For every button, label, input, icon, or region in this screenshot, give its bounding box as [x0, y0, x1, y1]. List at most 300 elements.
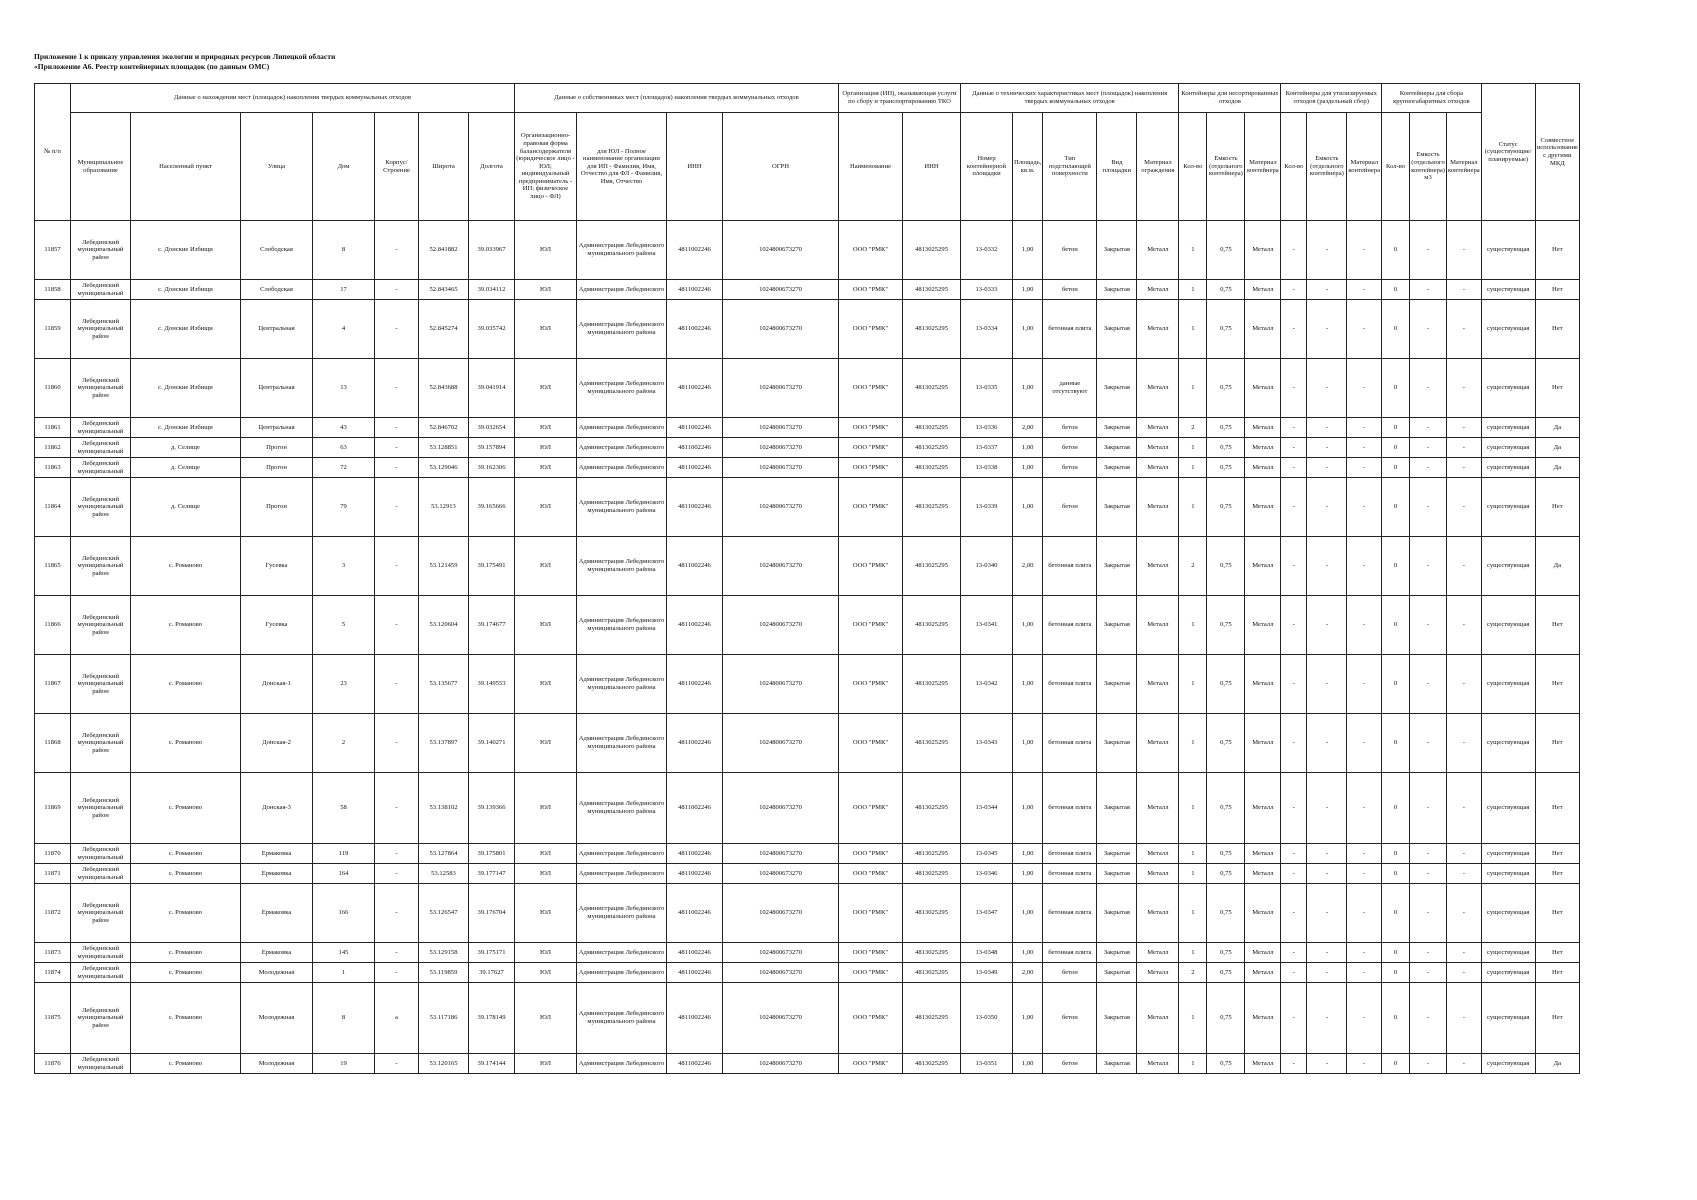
cell-q1: 1 — [1179, 596, 1207, 655]
cell-n: 11867 — [35, 655, 71, 714]
cell-c3: - — [1410, 963, 1447, 983]
table-row — [35, 773, 1580, 844]
cell-c1: 0,75 — [1207, 1054, 1245, 1074]
cell-c3: - — [1410, 478, 1447, 537]
cell-house: 8 — [313, 983, 375, 1054]
cell-c3: - — [1410, 221, 1447, 280]
cell-opinn: 4813025295 — [903, 1054, 961, 1074]
cell-lat: 52.843688 — [419, 359, 469, 418]
cell-q1: 1 — [1179, 773, 1207, 844]
cell-type: Закрытая — [1097, 655, 1137, 714]
cell-mo: Лебединский муниципальный район — [71, 537, 131, 596]
cell-q3: 0 — [1382, 844, 1410, 864]
cell-c2: - — [1307, 655, 1347, 714]
cell-ogrn: 1024800673270 — [723, 458, 839, 478]
cell-q3: 0 — [1382, 943, 1410, 963]
cell-ogrn: 1024800673270 — [723, 773, 839, 844]
cell-street: Ермаковка — [241, 844, 313, 864]
col-mat-3: Материал контейнера — [1446, 113, 1481, 221]
cell-q2: - — [1281, 458, 1307, 478]
cell-name: Администрация Лебединского муниципального района — [577, 596, 667, 655]
cell-status: существующая — [1481, 1054, 1535, 1074]
cell-q3: 0 — [1382, 478, 1410, 537]
cell-site: 13-0347 — [961, 884, 1013, 943]
cell-m3: - — [1446, 280, 1481, 300]
cell-site: 13-0334 — [961, 300, 1013, 359]
cell-k: - — [375, 359, 419, 418]
cell-street: Центральная — [241, 359, 313, 418]
cell-street: Слободская — [241, 221, 313, 280]
cell-q2: - — [1281, 963, 1307, 983]
cell-lon: 39.139366 — [469, 773, 515, 844]
cell-house: 58 — [313, 773, 375, 844]
cell-m1: Металл — [1245, 773, 1281, 844]
cell-ogrn: 1024800673270 — [723, 478, 839, 537]
cell-c3: - — [1410, 864, 1447, 884]
cell-c2: - — [1307, 537, 1347, 596]
cell-house: 166 — [313, 884, 375, 943]
cell-type: Закрытая — [1097, 458, 1137, 478]
cell-mo: Лебединский муниципальный — [71, 943, 131, 963]
cell-surf: бетонная плита — [1043, 300, 1097, 359]
cell-house: 17 — [313, 280, 375, 300]
cell-k: - — [375, 221, 419, 280]
cell-opinn: 4813025295 — [903, 884, 961, 943]
cell-n: 11873 — [35, 943, 71, 963]
col-house: Дом — [313, 113, 375, 221]
cell-ogrn: 1024800673270 — [723, 221, 839, 280]
table-row — [35, 1054, 1580, 1074]
cell-c1: 0,75 — [1207, 864, 1245, 884]
cell-inn: 4811002246 — [667, 943, 723, 963]
cell-n: 11865 — [35, 537, 71, 596]
cell-m1: Металл — [1245, 655, 1281, 714]
cell-opinn: 4813025295 — [903, 983, 961, 1054]
cell-form: ЮЛ — [515, 418, 577, 438]
cell-np: с. Романово — [131, 884, 241, 943]
table-row — [35, 655, 1580, 714]
cell-opinn: 4813025295 — [903, 537, 961, 596]
cell-form: ЮЛ — [515, 773, 577, 844]
cell-n: 11869 — [35, 773, 71, 844]
cell-name: Администрация Лебединского муниципального района — [577, 359, 667, 418]
col-surface: Тип подстилающей поверхности — [1043, 113, 1097, 221]
cell-m2: - — [1347, 943, 1382, 963]
cell-house: 119 — [313, 844, 375, 864]
col-np: Населенный пункт — [131, 113, 241, 221]
cell-status: существующая — [1481, 359, 1535, 418]
cell-lon: 39.175171 — [469, 943, 515, 963]
cell-c2: - — [1307, 596, 1347, 655]
cell-lon: 39.140271 — [469, 714, 515, 773]
cell-lon: 39.032654 — [469, 418, 515, 438]
cell-mo: Лебединский муниципальный район — [71, 773, 131, 844]
cell-lon: 39.175491 — [469, 537, 515, 596]
cell-surf: бетонная плита — [1043, 773, 1097, 844]
cell-inn: 4811002246 — [667, 596, 723, 655]
col-ogrn: ОГРН — [723, 113, 839, 221]
cell-name: Администрация Лебединского — [577, 943, 667, 963]
cell-m3: - — [1446, 773, 1481, 844]
cell-inn: 4811002246 — [667, 300, 723, 359]
cell-site: 13-0337 — [961, 438, 1013, 458]
cell-q2: - — [1281, 884, 1307, 943]
cell-n: 11876 — [35, 1054, 71, 1074]
cell-k: - — [375, 884, 419, 943]
cell-m2: - — [1347, 596, 1382, 655]
col-mat-1: Материал контейнера — [1245, 113, 1281, 221]
cell-q2: - — [1281, 438, 1307, 458]
cell-form: ЮЛ — [515, 1054, 577, 1074]
col-site-type: Вид площадки — [1097, 113, 1137, 221]
cell-k: - — [375, 596, 419, 655]
cell-q3: 0 — [1382, 300, 1410, 359]
cell-q1: 2 — [1179, 537, 1207, 596]
cell-m1: Металл — [1245, 1054, 1281, 1074]
cell-name: Администрация Лебединского муниципального района — [577, 478, 667, 537]
cell-inn: 4811002246 — [667, 418, 723, 438]
cell-inn: 4811002246 — [667, 844, 723, 864]
cell-n: 11861 — [35, 418, 71, 438]
col-site-no: Номер контейнерной площадки — [961, 113, 1013, 221]
cell-np: д. Селище — [131, 478, 241, 537]
group-owner: Данные о собственниках мест (площадок) накопления твердых коммунальных отходов — [515, 84, 839, 113]
cell-surf: бетон — [1043, 1054, 1097, 1074]
cell-fence: Металл — [1137, 983, 1179, 1054]
cell-form: ЮЛ — [515, 280, 577, 300]
cell-area: 2,00 — [1013, 963, 1043, 983]
cell-n: 11875 — [35, 983, 71, 1054]
cell-lat: 53.129158 — [419, 943, 469, 963]
cell-m2: - — [1347, 359, 1382, 418]
group-location: Данные о нахождении мест (площадок) накопления твердых коммунальных отходов — [71, 84, 515, 113]
cell-m1: Металл — [1245, 300, 1281, 359]
cell-opinn: 4813025295 — [903, 280, 961, 300]
document-header — [34, 52, 335, 72]
cell-fence: Металл — [1137, 714, 1179, 773]
cell-area: 2,00 — [1013, 418, 1043, 438]
table-row — [35, 418, 1580, 438]
group-bulky: Контейнеры для сбора крупногабаритных отходов — [1382, 84, 1482, 113]
cell-site: 13-0346 — [961, 864, 1013, 884]
cell-q3: 0 — [1382, 458, 1410, 478]
cell-c2: - — [1307, 773, 1347, 844]
cell-mo: Лебединский муниципальный район — [71, 884, 131, 943]
cell-ogrn: 1024800673270 — [723, 359, 839, 418]
cell-q3: 0 — [1382, 884, 1410, 943]
cell-op: ООО "РМК" — [839, 943, 903, 963]
cell-shared: Нет — [1535, 773, 1579, 844]
cell-q3: 0 — [1382, 438, 1410, 458]
cell-c1: 0,75 — [1207, 943, 1245, 963]
col-qty-2: Кол-во — [1281, 113, 1307, 221]
cell-fence: Металл — [1137, 438, 1179, 458]
cell-mo: Лебединский муниципальный район — [71, 221, 131, 280]
cell-lat: 53.135677 — [419, 655, 469, 714]
cell-m1: Металл — [1245, 963, 1281, 983]
cell-inn: 4811002246 — [667, 884, 723, 943]
cell-surf: бетон — [1043, 478, 1097, 537]
cell-area: 1,00 — [1013, 280, 1043, 300]
cell-c1: 0,75 — [1207, 596, 1245, 655]
cell-m3: - — [1446, 458, 1481, 478]
col-mo: Муниципальное образование — [71, 113, 131, 221]
cell-name: Администрация Лебединского — [577, 864, 667, 884]
cell-m1: Металл — [1245, 714, 1281, 773]
cell-c3: - — [1410, 655, 1447, 714]
cell-lon: 39.176704 — [469, 884, 515, 943]
cell-shared: Нет — [1535, 655, 1579, 714]
cell-c1: 0,75 — [1207, 300, 1245, 359]
cell-c1: 0,75 — [1207, 537, 1245, 596]
cell-name: Администрация Лебединского — [577, 963, 667, 983]
cell-n: 11870 — [35, 844, 71, 864]
cell-m2: - — [1347, 1054, 1382, 1074]
cell-m3: - — [1446, 1054, 1481, 1074]
cell-lon: 39.035742 — [469, 300, 515, 359]
cell-type: Закрытая — [1097, 359, 1137, 418]
cell-ogrn: 1024800673270 — [723, 943, 839, 963]
cell-surf: бетон — [1043, 438, 1097, 458]
cell-q1: 1 — [1179, 864, 1207, 884]
cell-c1: 0,75 — [1207, 438, 1245, 458]
col-mat-2: Материал контейнера — [1347, 113, 1382, 221]
cell-house: 1 — [313, 963, 375, 983]
cell-c3: - — [1410, 773, 1447, 844]
cell-inn: 4811002246 — [667, 714, 723, 773]
cell-status: существующая — [1481, 458, 1535, 478]
cell-area: 1,00 — [1013, 983, 1043, 1054]
cell-m3: - — [1446, 714, 1481, 773]
cell-k: - — [375, 478, 419, 537]
cell-mo: Лебединский муниципальный — [71, 844, 131, 864]
table-row — [35, 438, 1580, 458]
cell-c2: - — [1307, 1054, 1347, 1074]
cell-street: Прогон — [241, 458, 313, 478]
cell-name: Администрация Лебединского муниципального района — [577, 714, 667, 773]
cell-area: 1,00 — [1013, 359, 1043, 418]
cell-house: 8 — [313, 221, 375, 280]
cell-house: 13 — [313, 359, 375, 418]
cell-np: с. Донские Избищи — [131, 221, 241, 280]
cell-c1: 0,75 — [1207, 714, 1245, 773]
cell-op: ООО "РМК" — [839, 458, 903, 478]
cell-c2: - — [1307, 418, 1347, 438]
cell-mo: Лебединский муниципальный район — [71, 478, 131, 537]
cell-opinn: 4813025295 — [903, 458, 961, 478]
cell-q1: 1 — [1179, 221, 1207, 280]
cell-type: Закрытая — [1097, 773, 1137, 844]
cell-fence: Металл — [1137, 300, 1179, 359]
cell-site: 13-0348 — [961, 943, 1013, 963]
cell-k: - — [375, 864, 419, 884]
cell-op: ООО "РМК" — [839, 280, 903, 300]
cell-q2: - — [1281, 221, 1307, 280]
cell-m3: - — [1446, 438, 1481, 458]
cell-q3: 0 — [1382, 418, 1410, 438]
cell-m3: - — [1446, 844, 1481, 864]
cell-mo: Лебединский муниципальный район — [71, 714, 131, 773]
cell-type: Закрытая — [1097, 884, 1137, 943]
cell-inn: 4811002246 — [667, 458, 723, 478]
cell-form: ЮЛ — [515, 963, 577, 983]
cell-q3: 0 — [1382, 773, 1410, 844]
cell-fence: Металл — [1137, 864, 1179, 884]
cell-inn: 4811002246 — [667, 655, 723, 714]
cell-area: 1,00 — [1013, 943, 1043, 963]
cell-surf: бетон — [1043, 983, 1097, 1054]
cell-opinn: 4813025295 — [903, 844, 961, 864]
cell-q2: - — [1281, 983, 1307, 1054]
cell-site: 13-0344 — [961, 773, 1013, 844]
cell-lon: 39.157894 — [469, 438, 515, 458]
cell-m2: - — [1347, 280, 1382, 300]
cell-area: 1,00 — [1013, 221, 1043, 280]
cell-fence: Металл — [1137, 221, 1179, 280]
cell-site: 13-0339 — [961, 478, 1013, 537]
table-row — [35, 478, 1580, 537]
cell-surf: бетон — [1043, 280, 1097, 300]
cell-n: 11871 — [35, 864, 71, 884]
cell-ogrn: 1024800673270 — [723, 300, 839, 359]
cell-form: ЮЛ — [515, 943, 577, 963]
cell-site: 13-0341 — [961, 596, 1013, 655]
group-operator: Организация (ИП), оказывающая услуги по сбору и транспортированию ТКО — [839, 84, 961, 113]
cell-m3: - — [1446, 655, 1481, 714]
cell-n: 11864 — [35, 478, 71, 537]
cell-status: существующая — [1481, 943, 1535, 963]
cell-c1: 0,75 — [1207, 983, 1245, 1054]
cell-form: ЮЛ — [515, 655, 577, 714]
cell-op: ООО "РМК" — [839, 864, 903, 884]
cell-ogrn: 1024800673270 — [723, 983, 839, 1054]
cell-q2: - — [1281, 418, 1307, 438]
cell-m1: Металл — [1245, 884, 1281, 943]
cell-house: 4 — [313, 300, 375, 359]
cell-n: 11874 — [35, 963, 71, 983]
cell-type: Закрытая — [1097, 221, 1137, 280]
cell-street: Ермаковка — [241, 943, 313, 963]
cell-m1: Металл — [1245, 221, 1281, 280]
table-row — [35, 844, 1580, 864]
cell-surf: бетонная плита — [1043, 884, 1097, 943]
cell-q1: 2 — [1179, 963, 1207, 983]
cell-opinn: 4813025295 — [903, 655, 961, 714]
cell-shared: Да — [1535, 418, 1579, 438]
cell-m2: - — [1347, 844, 1382, 864]
cell-m3: - — [1446, 537, 1481, 596]
cell-lat: 53.137897 — [419, 714, 469, 773]
cell-lon: 39.162306 — [469, 458, 515, 478]
cell-q2: - — [1281, 773, 1307, 844]
cell-opinn: 4813025295 — [903, 714, 961, 773]
cell-c3: - — [1410, 983, 1447, 1054]
cell-street: Молодежная — [241, 1054, 313, 1074]
col-korpus: Корпус/Строение — [375, 113, 419, 221]
cell-q2: - — [1281, 300, 1307, 359]
cell-fence: Металл — [1137, 1054, 1179, 1074]
cell-form: ЮЛ — [515, 844, 577, 864]
table-row — [35, 864, 1580, 884]
cell-type: Закрытая — [1097, 537, 1137, 596]
cell-form: ЮЛ — [515, 359, 577, 418]
cell-n: 11868 — [35, 714, 71, 773]
cell-lat: 52.843465 — [419, 280, 469, 300]
cell-k: - — [375, 655, 419, 714]
cell-surf: бетонная плита — [1043, 537, 1097, 596]
cell-fence: Металл — [1137, 963, 1179, 983]
cell-c1: 0,75 — [1207, 844, 1245, 864]
cell-ogrn: 1024800673270 — [723, 884, 839, 943]
cell-q1: 1 — [1179, 884, 1207, 943]
cell-c1: 0,75 — [1207, 359, 1245, 418]
cell-surf: бетон — [1043, 221, 1097, 280]
cell-area: 1,00 — [1013, 300, 1043, 359]
cell-name: Администрация Лебединского муниципального района — [577, 221, 667, 280]
cell-np: с. Романово — [131, 983, 241, 1054]
cell-np: с. Романово — [131, 1054, 241, 1074]
cell-m3: - — [1446, 221, 1481, 280]
cell-mo: Лебединский муниципальный — [71, 963, 131, 983]
cell-site: 13-0342 — [961, 655, 1013, 714]
cell-type: Закрытая — [1097, 596, 1137, 655]
cell-fence: Металл — [1137, 418, 1179, 438]
cell-m3: - — [1446, 300, 1481, 359]
cell-type: Закрытая — [1097, 983, 1137, 1054]
cell-shared: Да — [1535, 438, 1579, 458]
cell-lon: 39.174144 — [469, 1054, 515, 1074]
cell-form: ЮЛ — [515, 714, 577, 773]
cell-street: Центральная — [241, 418, 313, 438]
cell-form: ЮЛ — [515, 596, 577, 655]
cell-house: 145 — [313, 943, 375, 963]
cell-street: Прогон — [241, 478, 313, 537]
cell-q1: 1 — [1179, 438, 1207, 458]
cell-c3: - — [1410, 458, 1447, 478]
cell-q3: 0 — [1382, 221, 1410, 280]
cell-area: 1,00 — [1013, 1054, 1043, 1074]
cell-area: 1,00 — [1013, 884, 1043, 943]
cell-house: 164 — [313, 864, 375, 884]
table-row — [35, 714, 1580, 773]
cell-form: ЮЛ — [515, 438, 577, 458]
cell-area: 1,00 — [1013, 655, 1043, 714]
cell-shared: Нет — [1535, 844, 1579, 864]
cell-inn: 4811002246 — [667, 359, 723, 418]
cell-m1: Металл — [1245, 438, 1281, 458]
cell-area: 2,00 — [1013, 537, 1043, 596]
cell-ogrn: 1024800673270 — [723, 655, 839, 714]
cell-np: с. Донские Избищи — [131, 300, 241, 359]
cell-c3: - — [1410, 300, 1447, 359]
header-line-1: Приложение 1 к приказу управления экологии и природных ресурсов Липецкой области — [34, 52, 336, 61]
cell-lon: 39.178149 — [469, 983, 515, 1054]
cell-np: д. Селище — [131, 458, 241, 478]
cell-opinn: 4813025295 — [903, 596, 961, 655]
cell-m1: Металл — [1245, 983, 1281, 1054]
cell-site: 13-0351 — [961, 1054, 1013, 1074]
cell-c3: - — [1410, 359, 1447, 418]
table-row — [35, 458, 1580, 478]
cell-house: 19 — [313, 1054, 375, 1074]
cell-lon: 39.177147 — [469, 864, 515, 884]
cell-m3: - — [1446, 963, 1481, 983]
cell-shared: Нет — [1535, 596, 1579, 655]
cell-house: 43 — [313, 418, 375, 438]
cell-q2: - — [1281, 655, 1307, 714]
cell-house: 2 — [313, 714, 375, 773]
cell-m2: - — [1347, 714, 1382, 773]
